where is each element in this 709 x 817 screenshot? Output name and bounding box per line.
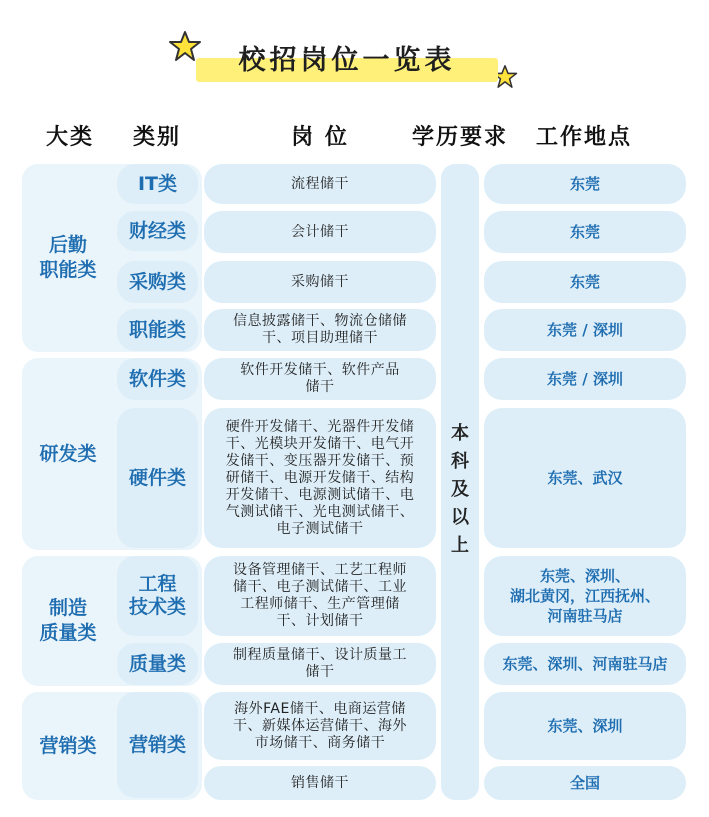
position-cell: 流程储干 xyxy=(204,164,436,204)
category-purchasing: 采购类 xyxy=(117,261,198,303)
group-name: 制造 质量类 xyxy=(39,597,97,644)
page-title: 校招岗位一览表 xyxy=(238,45,456,76)
category-functional: 职能类 xyxy=(117,309,198,351)
location-cell: 东莞 xyxy=(484,211,686,253)
position-cell: 信息披露储干、物流仓储储 干、项目助理储干 xyxy=(204,309,436,351)
location-cell: 东莞 / 深圳 xyxy=(484,358,686,400)
location-cell: 东莞、深圳、 湖北黄冈，江西抚州、 河南驻马店 xyxy=(484,556,686,636)
category-engineering: 工程 技术类 xyxy=(117,556,198,636)
header-major-category: 大类 xyxy=(45,125,94,150)
category-quality: 质量类 xyxy=(117,643,198,685)
education-requirement: 本 科 及 以 上 xyxy=(451,423,469,556)
header-position: 岗 位 xyxy=(291,125,349,150)
group-name: 研发类 xyxy=(39,442,97,465)
category-software: 软件类 xyxy=(117,358,198,400)
category-marketing: 营销类 xyxy=(117,692,198,798)
location-cell: 东莞、深圳 xyxy=(484,692,686,760)
position-cell: 硬件开发储干、光器件开发储 干、光模块开发储干、电气开 发储干、变压器开发储干、预 研储干、电源开发储干、结构 开发储干、电源测试储干、电 气测试储干、光电测试储干、 电子测试储干 xyxy=(204,408,436,548)
location-cell: 东莞、深圳、河南驻马店 xyxy=(484,643,686,685)
category-it: IT类 xyxy=(117,164,198,204)
header-location: 工作地点 xyxy=(535,125,632,150)
location-cell: 东莞 xyxy=(484,164,686,204)
location-cell: 全国 xyxy=(484,766,686,800)
position-cell: 软件开发储干、软件产品 储干 xyxy=(204,358,436,400)
position-cell: 制程质量储干、设计质量工 储干 xyxy=(204,643,436,685)
position-cell: 采购储干 xyxy=(204,261,436,303)
position-cell: 销售储干 xyxy=(204,766,436,800)
position-cell: 海外FAE储干、电商运营储 干、新媒体运营储干、海外 市场储干、商务储干 xyxy=(204,692,436,760)
category-hardware: 硬件类 xyxy=(117,408,198,548)
group-name: 营销类 xyxy=(39,734,97,757)
group-name: 后勤 职能类 xyxy=(39,234,97,281)
location-cell: 东莞、武汉 xyxy=(484,408,686,548)
location-cell: 东莞 xyxy=(484,261,686,303)
header-education: 学历要求 xyxy=(411,125,508,150)
position-cell: 会计储干 xyxy=(204,211,436,253)
location-cell: 东莞 / 深圳 xyxy=(484,309,686,351)
header-category: 类别 xyxy=(132,125,181,150)
position-cell: 设备管理储干、工艺工程师 储干、电子测试储干、工业 工程师储干、生产管理储 干、计划储干 xyxy=(204,556,436,636)
category-finance: 财经类 xyxy=(117,211,198,251)
